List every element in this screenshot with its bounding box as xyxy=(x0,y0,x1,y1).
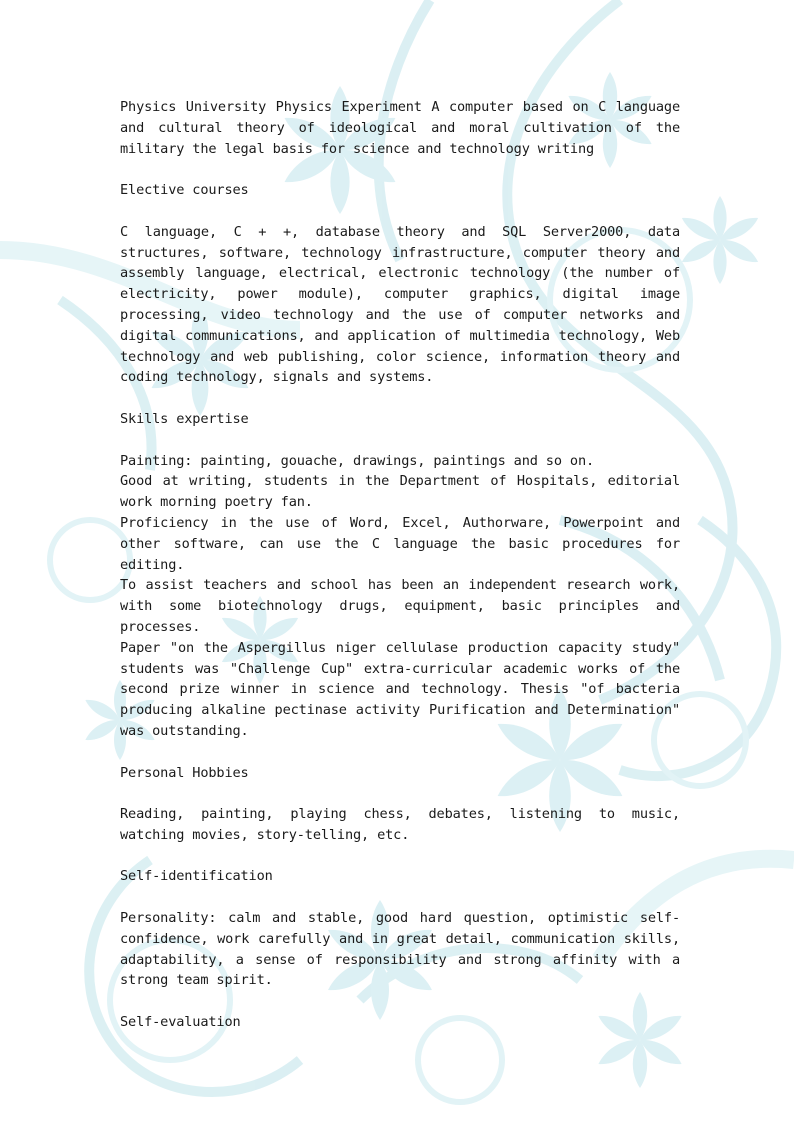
personal-hobbies-text: Reading, painting, playing chess, debates, listening to music, watching movies, story-telling, etc. xyxy=(120,806,680,843)
self-identification-heading: Self-identification xyxy=(120,868,273,885)
skill-item: To assist teachers and school has been an independent research work, with some biotechnology drugs, equipment, basic principles and processes. xyxy=(120,577,680,635)
skill-item: Good at writing, students in the Department of Hospitals, editorial work morning poetry fan. xyxy=(120,473,680,511)
self-evaluation-heading: Self-evaluation xyxy=(120,1014,241,1031)
elective-courses-heading: Elective courses xyxy=(120,182,249,199)
self-identification-text: Personality: calm and stable, good hard question, optimistic self-confidence, work carefully and in great detail, communication skills, adaptability, a sense of responsibility and strong affinity with a strong team spirit. xyxy=(120,910,680,989)
personal-hobbies-heading: Personal Hobbies xyxy=(120,764,249,781)
skill-item: Painting: painting, gouache, drawings, paintings and so on. xyxy=(120,452,595,469)
skill-item: Paper "on the Aspergillus niger cellulase production capacity study" students was "Challenge Cup" extra-curricular academic works of the second prize winner in science and technology. Thesis "of bacteria producing alkaline pectinase activity Purification and Determination" was outstanding. xyxy=(120,639,680,739)
elective-courses-text: C language, C + +, database theory and SQL Server2000, data structures, software, technology infrastructure, computer theory and assembly language, electrical, electronic technology (the number of electricity, power module), computer graphics, digital image processing, video technology and the use of computer networks and digital communications, and application of multimedia technology, Web technology and web publishing, color science, information theory and coding technology, signals and systems. xyxy=(120,223,680,386)
resume-content xyxy=(120,97,680,1033)
skill-item: Proficiency in the use of Word, Excel, Authorware, Powerpoint and other software, can use the C language the basic procedures for editing. xyxy=(120,514,680,573)
intro-paragraph: Physics University Physics Experiment A computer based on C language and cultural theory of ideological and moral cultivation of the military the legal basis for science and technology writing xyxy=(120,99,680,157)
skills-expertise-heading: Skills expertise xyxy=(120,410,249,427)
